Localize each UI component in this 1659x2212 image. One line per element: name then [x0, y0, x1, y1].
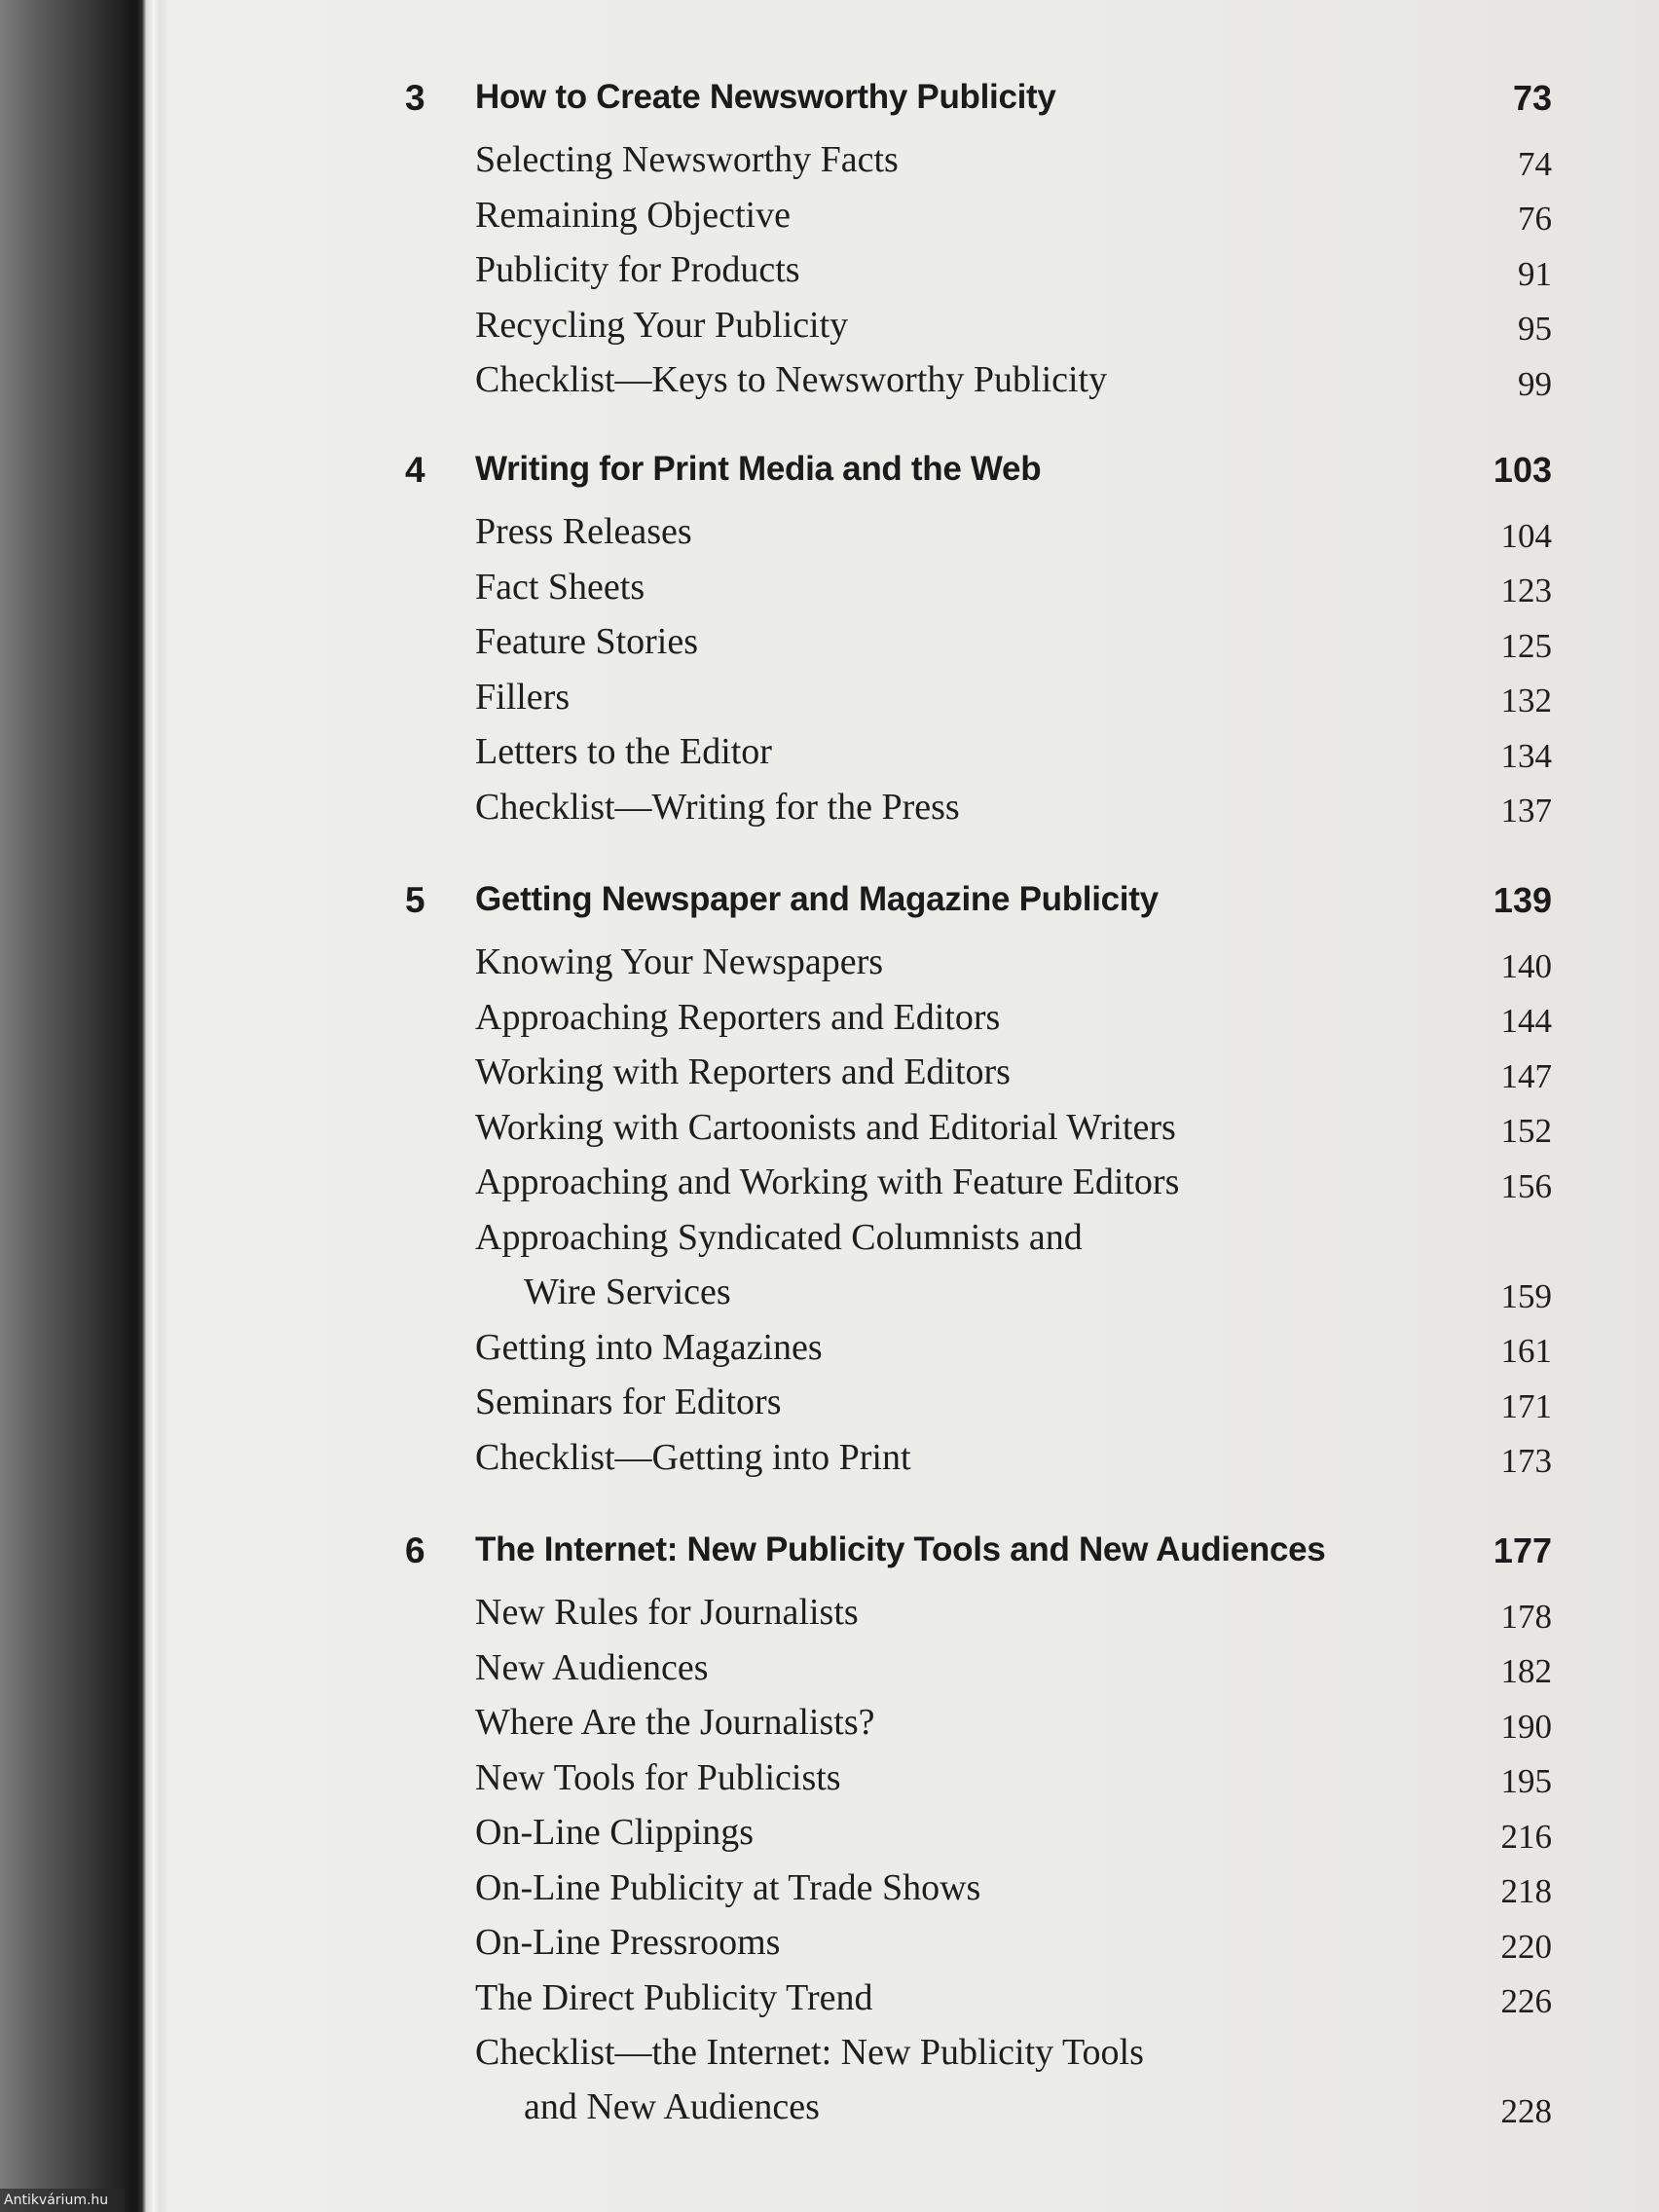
toc-entry[interactable]: [0, 560, 1659, 615]
entry-page: 99: [1518, 364, 1552, 403]
toc-entry[interactable]: [0, 1430, 1659, 1486]
toc-entry[interactable]: [0, 935, 1659, 990]
toc-entry[interactable]: [0, 242, 1659, 298]
entry-page: 218: [1500, 1872, 1552, 1910]
toc-entry[interactable]: [0, 1375, 1659, 1430]
toc-entry[interactable]: [0, 1100, 1659, 1156]
entry-title: [475, 1210, 1351, 1319]
chapter-heading[interactable]: [0, 1530, 1659, 1585]
toc-entry[interactable]: [0, 990, 1659, 1046]
toc-entry[interactable]: [0, 670, 1659, 725]
entry-page: 152: [1500, 1112, 1552, 1150]
entry-title: Working with Reporters and Editors: [475, 1051, 1011, 1092]
entry-page: 178: [1500, 1597, 1552, 1636]
entry-title: Feature Stories: [475, 621, 699, 662]
toc-entry[interactable]: [0, 2025, 1659, 2135]
entry-title: Getting into Magazines: [475, 1326, 823, 1368]
entry-title-continuation: Wire Services: [524, 1271, 731, 1312]
toc-entry[interactable]: [0, 1915, 1659, 1971]
chapter-page: 177: [1493, 1530, 1552, 1570]
chapter-title: How to Create Newsworthy Publicity: [475, 78, 1056, 116]
entry-title: Fillers: [475, 676, 571, 718]
toc-entry[interactable]: [0, 1155, 1659, 1210]
entry-title: Seminars for Editors: [475, 1382, 782, 1422]
entry-page: 144: [1500, 1002, 1552, 1040]
entry-title: Checklist—Getting into Print: [475, 1436, 911, 1478]
chapter-page: 103: [1493, 450, 1552, 490]
toc-entry[interactable]: [0, 1045, 1659, 1100]
entry-page: 91: [1518, 254, 1552, 293]
chapter-6: [0, 1530, 1659, 2135]
chapter-title: Getting Newspaper and Magazine Publicity: [475, 880, 1159, 918]
entry-page: 74: [1518, 144, 1552, 183]
chapter-number: 6: [405, 1530, 425, 1570]
entry-title: Letters to the Editor: [475, 731, 772, 772]
toc-entry[interactable]: [0, 1585, 1659, 1641]
toc-entry[interactable]: [0, 1861, 1659, 1916]
entry-page: 156: [1500, 1166, 1552, 1205]
entry-title: Approaching and Working with Feature Editors: [475, 1161, 1180, 1202]
entry-page: 226: [1500, 1982, 1552, 2020]
chapter-5: [0, 880, 1659, 1485]
entry-title: On-Line Clippings: [475, 1812, 755, 1853]
entry-title: Approaching Reporters and Editors: [475, 996, 1001, 1038]
entry-page: 171: [1500, 1386, 1552, 1425]
entry-title: New Tools for Publicists: [475, 1756, 841, 1798]
entry-title: Where Are the Journalists?: [475, 1702, 875, 1743]
entry-title-continuation: and New Audiences: [524, 2086, 820, 2127]
entry-page: 76: [1518, 200, 1552, 238]
entry-page: 104: [1500, 516, 1552, 555]
toc-entry[interactable]: [0, 1320, 1659, 1376]
chapter-number: 4: [405, 450, 425, 490]
toc-entry[interactable]: [0, 132, 1659, 188]
entry-page: 134: [1500, 736, 1552, 775]
toc-entry[interactable]: [0, 1210, 1659, 1320]
entry-title: Selecting Newsworthy Facts: [475, 139, 899, 180]
chapter-page: 139: [1493, 880, 1552, 920]
entry-page: 195: [1500, 1762, 1552, 1800]
entry-page: 220: [1500, 1927, 1552, 1966]
chapter-number: 5: [405, 880, 425, 920]
entry-title: Fact Sheets: [475, 566, 645, 608]
entry-title: The Direct Publicity Trend: [475, 1976, 873, 2018]
entry-title: Checklist—Writing for the Press: [475, 786, 960, 828]
chapter-title: Writing for Print Media and the Web: [475, 450, 1042, 488]
toc-entry[interactable]: [0, 1695, 1659, 1751]
watermark: Antikvárium.hu: [0, 2189, 125, 2212]
entry-title: [475, 2025, 1351, 2134]
toc-entry[interactable]: [0, 188, 1659, 243]
chapter-heading[interactable]: [0, 450, 1659, 504]
toc-entry[interactable]: [0, 1751, 1659, 1806]
toc-entry[interactable]: [0, 1971, 1659, 2026]
entry-page: 159: [1500, 1276, 1552, 1315]
entry-title: New Audiences: [475, 1646, 709, 1688]
entry-title: On-Line Pressrooms: [475, 1922, 781, 1963]
entry-page: 173: [1500, 1442, 1552, 1480]
toc-entry[interactable]: [0, 298, 1659, 353]
entry-page: 132: [1500, 682, 1552, 719]
entry-title: Knowing Your Newspapers: [475, 941, 884, 982]
chapter-page: 73: [1512, 78, 1552, 118]
entry-page: 125: [1500, 626, 1552, 665]
toc-entry[interactable]: [0, 504, 1659, 560]
entry-page: 95: [1518, 310, 1552, 348]
entry-page: 161: [1500, 1332, 1552, 1370]
chapter-number: 3: [405, 78, 425, 118]
entry-page: 137: [1500, 792, 1552, 830]
entry-page: 123: [1500, 571, 1552, 609]
entry-title-line: Approaching Syndicated Columnists and: [475, 1216, 1083, 1258]
toc-entry[interactable]: [0, 614, 1659, 670]
toc-entry[interactable]: [0, 1641, 1659, 1696]
entry-title: Recycling Your Publicity: [475, 304, 849, 346]
chapter-heading[interactable]: [0, 880, 1659, 935]
chapter-4: [0, 450, 1659, 834]
toc-entry[interactable]: [0, 352, 1659, 408]
entry-title: Remaining Objective: [475, 194, 791, 236]
entry-title-line: Checklist—the Internet: New Publicity Tools: [475, 2032, 1144, 2073]
entry-title: On-Line Publicity at Trade Shows: [475, 1866, 981, 1908]
toc-entry[interactable]: [0, 1805, 1659, 1861]
chapter-heading[interactable]: [0, 78, 1659, 132]
entry-page: 216: [1500, 1817, 1552, 1856]
entry-title: Working with Cartoonists and Editorial Writers: [475, 1106, 1176, 1148]
entry-page: 147: [1500, 1056, 1552, 1095]
chapter-3: [0, 78, 1659, 408]
entry-page: 140: [1500, 946, 1552, 985]
entry-page: 190: [1500, 1707, 1552, 1746]
toc-entry[interactable]: [0, 780, 1659, 835]
entry-title: Press Releases: [475, 511, 692, 552]
entry-title: Publicity for Products: [475, 249, 800, 290]
entry-page: 182: [1500, 1652, 1552, 1690]
entry-title: Checklist—Keys to Newsworthy Publicity: [475, 359, 1108, 400]
entry-title: New Rules for Journalists: [475, 1592, 859, 1633]
toc-entry[interactable]: [0, 724, 1659, 780]
chapter-title: The Internet: New Publicity Tools and New Audiences: [475, 1530, 1326, 1568]
entry-page: 228: [1500, 2092, 1552, 2130]
